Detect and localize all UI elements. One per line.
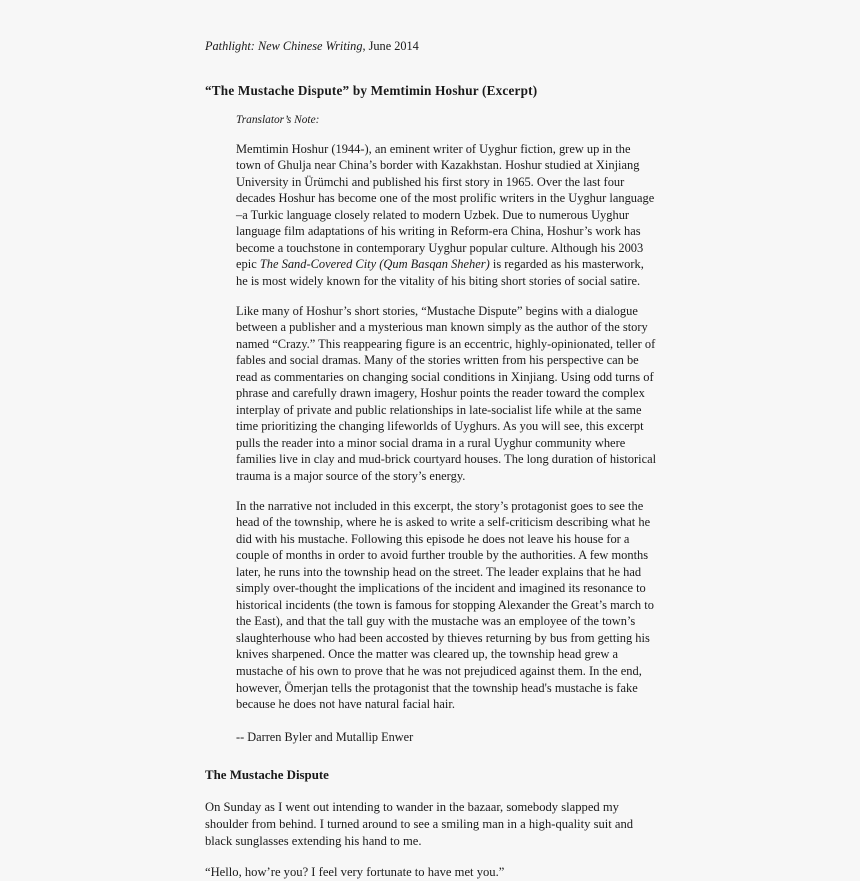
issue-date: , June 2014 (362, 39, 419, 53)
translator-note-label: Translator’s Note: (236, 113, 320, 126)
translator-note-paragraph-2: Like many of Hoshur’s short stories, “Mustache Dispute” begins with a dialogue between a publisher and a mysterious man known simply as the author of the story named “Crazy.” This reappearing figure is an eccentric, highly-opinionated, teller of fables and social dramas. Many of the stories written from his perspective can be read as commentaries on changing social conditions in Xinjiang. Using odd turns of phrase and carefully drawn imagery, Hoshur points the reader toward the complex interplay of private and public relationships in late-socialist life while at the same time prioritizing the changing lifeworlds of Uyghurs. As you will see, this excerpt pulls the reader into a minor social drama in a rural Uyghur community where families live in clay and mud-brick courtyard houses. The long duration of historical trauma is a major source of the story’s energy. (236, 303, 657, 483)
story-paragraph-2: “Hello, how’re you? I feel very fortunate to have met you.” (205, 864, 505, 879)
note-p1-text-after-title: is regarded as his masterwork, he is most widely known for the vitality of his biting short stories of social satire. (236, 257, 644, 288)
story-title: The Mustache Dispute (205, 768, 329, 783)
translator-note-block (236, 113, 657, 745)
story-paragraph-1: On Sunday as I went out intending to wander in the bazaar, somebody slapped my shoulder from behind. I turned around to see a smiling man in a high-quality suit and black sunglasses extending his hand to me. (205, 799, 634, 848)
book-title: The Sand-Covered City (Qum Basqan Sheher) (259, 257, 490, 272)
story-section (205, 767, 657, 880)
running-head (205, 38, 660, 55)
translator-note-paragraph-3: In the narrative not included in this excerpt, the story’s protagonist goes to see the head of the township, where he is asked to write a self-criticism describing what he did with his mustache. Following this episode he does not leave his house for a couple of months in order to avoid further trouble by the authorities. A few months later, he runs into the township head on the street. The leader explains that he had simply over-thought the implications of the incident and imagined its resonance to historical incidents (the town is famous for stopping Alexander the Great’s march to the East), and that the tall guy with the mustache was an employee of the town’s slaughterhouse who had been accosted by thieves returning by bus from getting his knives sharpened. Once the matter was cleared up, the township head grew a mustache of his own to prove that he was not prejudiced against them. In the end, however, Ömerjan tells the protagonist that the township head's mustache is fake because he does not have natural facial hair. (236, 498, 654, 712)
page-title: “The Mustache Dispute” by Memtimin Hoshur (Excerpt) (205, 82, 538, 98)
translator-note-paragraph-1 (236, 141, 657, 290)
publication-name: Pathlight: New Chinese Writing (205, 39, 363, 53)
note-p1-text-before-title: Memtimin Hoshur (1944-), an eminent writer of Uyghur fiction, grew up in the town of Ghulja near China’s border with Kazakhstan. Hoshur studied at Xinjiang University in Ürümchi and published his first story in 1965. Over the last four decades Hoshur has become one of the most prolific writers in the Uyghur language –a Turkic language closely related to modern Uzbek. Due to numerous Uyghur language film adaptations of his writing in Reform-era China, Hoshur’s work has become a touchstone in contemporary Uyghur popular culture. Although his 2003 epic (236, 141, 655, 272)
translator-credit: -- Darren Byler and Mutallip Enwer (236, 729, 414, 744)
